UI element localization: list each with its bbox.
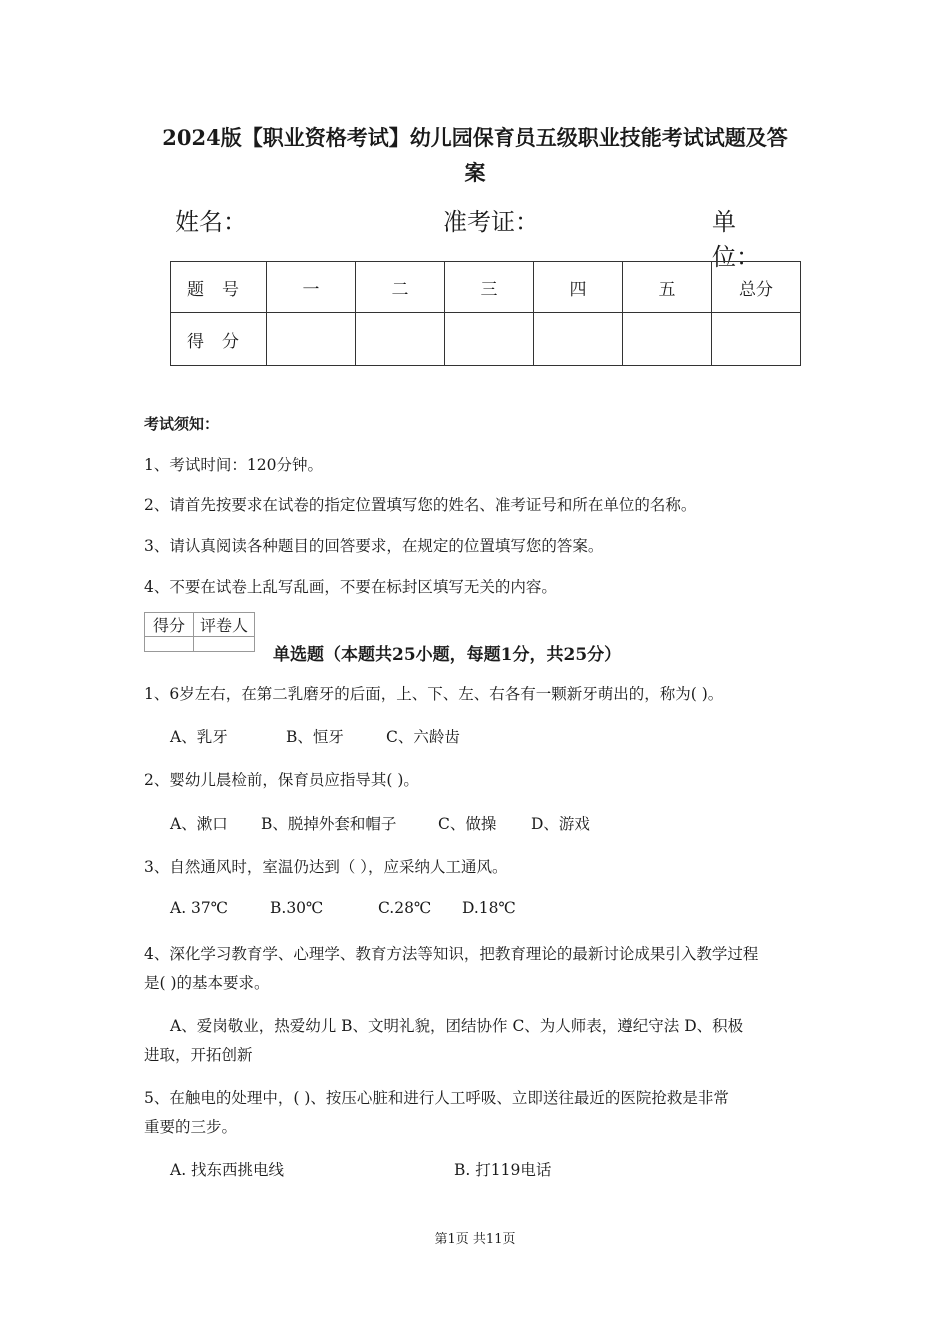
- answer-option[interactable]: D.18℃: [462, 899, 516, 917]
- question-stem: 3、自然通风时，室温仍达到（ ），应采纳人工通风。: [144, 858, 508, 876]
- answer-option[interactable]: A. 找东西挑电线: [170, 1161, 285, 1179]
- notice-item: 1、考试时间：120分钟。: [144, 456, 323, 474]
- question-stem-continued: 是( )的基本要求。: [144, 974, 270, 992]
- name-label: 姓名：: [175, 208, 247, 236]
- score-cell[interactable]: [445, 313, 534, 366]
- answer-option[interactable]: A、乳牙: [170, 728, 228, 746]
- score-table-score-row: [171, 313, 801, 366]
- question-stem: 1、6岁左右，在第二乳磨牙的后面，上、下、左、右各有一颗新牙萌出的，称为( )。: [144, 685, 724, 703]
- column-header: 二: [356, 262, 445, 313]
- column-header: 一: [267, 262, 356, 313]
- score-cell[interactable]: [356, 313, 445, 366]
- notice-item: 4、不要在试卷上乱写乱画，不要在标封区填写无关的内容。: [144, 578, 557, 596]
- answer-options-continued[interactable]: 进取，开拓创新: [144, 1046, 253, 1064]
- answer-option[interactable]: B、恒牙: [286, 728, 344, 746]
- score-cell[interactable]: [267, 313, 356, 366]
- answer-option[interactable]: C.28℃: [378, 899, 432, 917]
- section-heading: 单选题（本题共25小题，每题1分，共25分）: [273, 645, 622, 665]
- page-number: 第1页 共11页: [434, 1232, 516, 1247]
- notice-heading: 考试须知：: [144, 415, 220, 433]
- score-table-header-row: [171, 262, 801, 313]
- answer-option[interactable]: A、漱口: [170, 815, 228, 833]
- total-column-header: 总分: [712, 262, 801, 313]
- grader-box: [144, 612, 255, 652]
- document-title-line1: 2024版【职业资格考试】幼儿园保育员五级职业技能考试试题及答: [162, 125, 788, 150]
- answer-option[interactable]: B、脱掉外套和帽子: [261, 815, 397, 833]
- column-header: 三: [445, 262, 534, 313]
- question-stem: 4、深化学习教育学、心理学、教育方法等知识，把教育理论的最新讨论成果引入教学过程: [144, 945, 759, 963]
- grader-name-cell[interactable]: [194, 637, 255, 652]
- notice-item: 2、请首先按要求在试卷的指定位置填写您的姓名、准考证号和所在单位的名称。: [144, 496, 697, 514]
- score-row-label: 得分: [171, 313, 267, 366]
- answer-option[interactable]: C、六龄齿: [386, 728, 460, 746]
- score-cell[interactable]: [534, 313, 623, 366]
- answer-option[interactable]: D、游戏: [531, 815, 590, 833]
- question-stem: 5、在触电的处理中，( )、按压心脏和进行人工呼吸、立即送往最近的医院抢救是非常: [144, 1089, 729, 1107]
- exam-id-label: 准考证：: [443, 208, 539, 236]
- grader-score-label: 得分: [145, 613, 194, 637]
- candidate-info-row: [175, 202, 780, 271]
- unit-label: 单位：: [712, 208, 760, 271]
- document-title-line2: 案: [464, 160, 486, 185]
- notice-item: 3、请认真阅读各种题目的回答要求，在规定的位置填写您的答案。: [144, 537, 604, 555]
- column-header: 四: [534, 262, 623, 313]
- grader-score-cell[interactable]: [145, 637, 194, 652]
- question-number-label: 题号: [171, 262, 267, 313]
- answer-option[interactable]: A. 37℃: [170, 899, 229, 917]
- answer-option[interactable]: B.30℃: [270, 899, 324, 917]
- question-stem-continued: 重要的三步。: [144, 1118, 238, 1136]
- column-header: 五: [623, 262, 712, 313]
- answer-option[interactable]: C、做操: [438, 815, 497, 833]
- total-score-cell[interactable]: [712, 313, 801, 366]
- answer-options[interactable]: A、爱岗敬业，热爱幼儿 B、文明礼貌，团结协作 C、为人师表，遵纪守法 D、积极: [170, 1017, 744, 1035]
- score-cell[interactable]: [623, 313, 712, 366]
- grader-name-label: 评卷人: [194, 613, 255, 637]
- question-stem: 2、婴幼儿晨检前，保育员应指导其( )。: [144, 771, 419, 789]
- answer-option[interactable]: B. 打119电话: [454, 1161, 552, 1179]
- score-table: [170, 261, 801, 366]
